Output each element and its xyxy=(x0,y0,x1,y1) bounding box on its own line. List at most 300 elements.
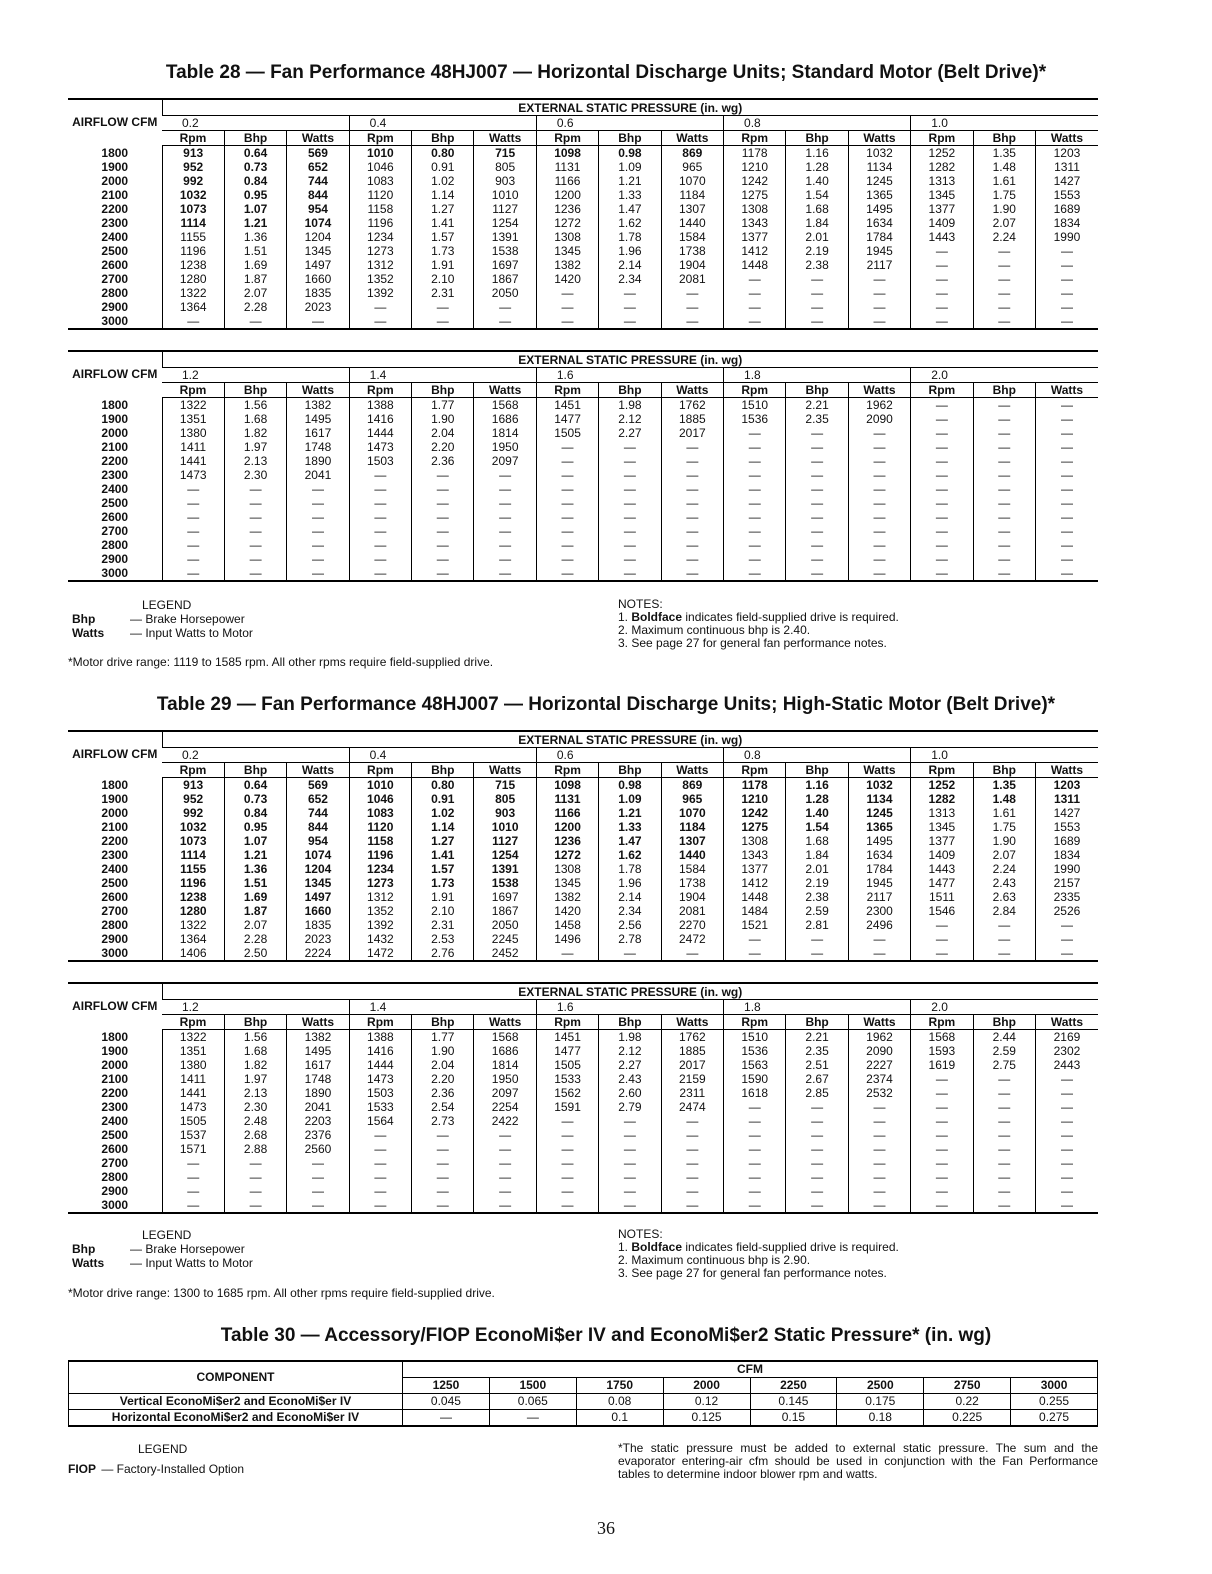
value-cell: — xyxy=(911,1184,973,1198)
value-cell: 1962 xyxy=(848,1030,910,1045)
value-cell: 1380 xyxy=(162,1058,224,1072)
value-cell: — xyxy=(1035,1156,1098,1170)
column-header: Bhp xyxy=(412,383,474,398)
value-cell: — xyxy=(911,1142,973,1156)
value-cell: — xyxy=(973,918,1035,932)
value-cell: — xyxy=(786,314,848,329)
value-cell: 1.75 xyxy=(973,820,1035,834)
value-cell: — xyxy=(474,1198,536,1213)
column-header: Bhp xyxy=(412,763,474,778)
value-cell: 1.51 xyxy=(224,876,286,890)
value-cell: — xyxy=(349,1170,411,1184)
value-cell: — xyxy=(536,1156,598,1170)
column-header: Bhp xyxy=(599,763,661,778)
value-cell: 1307 xyxy=(661,202,723,216)
value-cell: 0.255 xyxy=(1011,1394,1098,1410)
value-cell: — xyxy=(162,1198,224,1213)
value-cell: — xyxy=(973,300,1035,314)
table-row xyxy=(68,918,1098,932)
cfm-cell: 2200 xyxy=(101,834,129,848)
table-row xyxy=(68,258,1098,272)
value-cell: — xyxy=(536,468,598,482)
value-cell: 2.34 xyxy=(599,904,661,918)
value-cell: — xyxy=(536,300,598,314)
value-cell: 1.09 xyxy=(599,792,661,806)
value-cell: — xyxy=(599,1114,661,1128)
value-cell: — xyxy=(911,244,973,258)
value-cell: — xyxy=(911,482,973,496)
value-cell: — xyxy=(973,566,1035,581)
value-cell: 2.68 xyxy=(224,1128,286,1142)
column-header: Bhp xyxy=(599,1015,661,1030)
value-cell: 1.82 xyxy=(224,426,286,440)
value-cell: 2335 xyxy=(1035,890,1098,904)
value-cell: — xyxy=(287,524,349,538)
value-cell: 1441 xyxy=(162,1086,224,1100)
value-cell: 1584 xyxy=(661,230,723,244)
value-cell: — xyxy=(661,1128,723,1142)
value-cell: — xyxy=(973,524,1035,538)
value-cell: 1388 xyxy=(349,1030,411,1045)
cfm-cell: 2000 xyxy=(101,426,129,440)
value-cell: 1.27 xyxy=(412,834,474,848)
value-cell: 1.84 xyxy=(786,848,848,862)
value-cell: — xyxy=(287,314,349,329)
value-cell: — xyxy=(848,524,910,538)
table-30-legend: LEGEND FIOP — Factory-Installed Option xyxy=(68,1442,245,1476)
value-cell: 913 xyxy=(162,778,224,793)
value-cell: 1280 xyxy=(162,904,224,918)
value-cell: 1416 xyxy=(349,1044,411,1058)
value-cell: 1351 xyxy=(162,412,224,426)
value-cell: 1584 xyxy=(661,862,723,876)
table-row xyxy=(68,272,1098,286)
table-row xyxy=(68,820,1098,834)
value-cell: 2.13 xyxy=(224,1086,286,1100)
value-cell: 1313 xyxy=(911,806,973,820)
value-cell: — xyxy=(786,552,848,566)
cfm-cell: 2300 xyxy=(101,468,129,482)
value-cell: 1322 xyxy=(162,286,224,300)
value-cell: 1618 xyxy=(724,1086,786,1100)
value-cell: — xyxy=(412,538,474,552)
value-cell: 2474 xyxy=(661,1100,723,1114)
value-cell: 2.81 xyxy=(786,918,848,932)
value-cell: — xyxy=(489,1410,576,1427)
value-cell: 2.35 xyxy=(786,1044,848,1058)
value-cell: 1236 xyxy=(536,202,598,216)
value-cell: 1.14 xyxy=(412,820,474,834)
value-cell: 1.48 xyxy=(973,160,1035,174)
table-row xyxy=(68,862,1098,876)
value-cell: — xyxy=(786,1170,848,1184)
value-cell: 2270 xyxy=(661,918,723,932)
value-cell: 1131 xyxy=(536,792,598,806)
value-cell: — xyxy=(536,510,598,524)
value-cell: — xyxy=(162,566,224,581)
value-cell: 1420 xyxy=(536,904,598,918)
table-row xyxy=(68,286,1098,300)
value-cell: — xyxy=(661,440,723,454)
cfm-cell: 2300 xyxy=(101,216,129,230)
value-cell: 869 xyxy=(661,146,723,161)
cfm-cell: 1800 xyxy=(101,397,129,412)
column-header: Rpm xyxy=(724,383,786,398)
column-header: Rpm xyxy=(349,763,411,778)
value-cell: 1155 xyxy=(162,230,224,244)
pressure-header: 2.0 xyxy=(911,368,1098,383)
value-cell: 1784 xyxy=(848,862,910,876)
value-cell: — xyxy=(412,1170,474,1184)
component-header: COMPONENT xyxy=(69,1361,403,1394)
value-cell: 1.78 xyxy=(599,230,661,244)
value-cell: 2.79 xyxy=(599,1100,661,1114)
value-cell: — xyxy=(973,946,1035,961)
value-cell: — xyxy=(786,286,848,300)
value-cell: — xyxy=(599,566,661,581)
column-header: Bhp xyxy=(973,131,1035,146)
cfm-cell: 2600 xyxy=(101,890,129,904)
value-cell: — xyxy=(724,454,786,468)
value-cell: — xyxy=(536,496,598,510)
value-cell: — xyxy=(224,1198,286,1213)
value-cell: 2.27 xyxy=(599,426,661,440)
column-header: Watts xyxy=(474,131,536,146)
value-cell: — xyxy=(1035,300,1098,314)
value-cell: — xyxy=(412,1184,474,1198)
table-row xyxy=(68,496,1098,510)
value-cell: 2.56 xyxy=(599,918,661,932)
value-cell: 1867 xyxy=(474,272,536,286)
value-cell: — xyxy=(287,552,349,566)
pressure-header: 0.6 xyxy=(536,748,723,763)
value-cell: — xyxy=(224,1184,286,1198)
value-cell: 1.35 xyxy=(973,146,1035,161)
value-cell: 1950 xyxy=(474,1072,536,1086)
value-cell: 1178 xyxy=(724,146,786,161)
value-cell: 1748 xyxy=(287,1072,349,1086)
value-cell: 1.84 xyxy=(786,216,848,230)
value-cell: 0.84 xyxy=(224,174,286,188)
column-header: Watts xyxy=(848,763,910,778)
cfm-cell: 2200 xyxy=(101,202,129,216)
value-cell: 1416 xyxy=(349,412,411,426)
value-cell: 2.43 xyxy=(973,876,1035,890)
column-header: Rpm xyxy=(349,383,411,398)
value-cell: — xyxy=(848,566,910,581)
cfm-cell: 2300 xyxy=(101,1100,129,1114)
value-cell: 1032 xyxy=(848,778,910,793)
value-cell: — xyxy=(848,1184,910,1198)
value-cell: 2117 xyxy=(848,890,910,904)
value-cell: 1.68 xyxy=(786,834,848,848)
column-header: Watts xyxy=(848,131,910,146)
value-cell: 1497 xyxy=(287,890,349,904)
value-cell: 2097 xyxy=(474,454,536,468)
value-cell: — xyxy=(973,496,1035,510)
value-cell: — xyxy=(474,468,536,482)
pressure-header: 1.0 xyxy=(911,116,1098,131)
table-row xyxy=(68,538,1098,552)
value-cell: 569 xyxy=(287,146,349,161)
value-cell: 2.07 xyxy=(224,286,286,300)
value-cell: 2302 xyxy=(1035,1044,1098,1058)
table-row xyxy=(68,946,1098,961)
cfm-cell: 1800 xyxy=(101,777,129,792)
value-cell: — xyxy=(349,552,411,566)
value-cell: 1945 xyxy=(848,876,910,890)
value-cell: — xyxy=(911,258,973,272)
value-cell: 1311 xyxy=(1035,792,1098,806)
value-cell: — xyxy=(911,538,973,552)
value-cell: — xyxy=(973,1142,1035,1156)
value-cell: — xyxy=(786,496,848,510)
value-cell: — xyxy=(724,314,786,329)
value-cell: — xyxy=(287,566,349,581)
value-cell: 844 xyxy=(287,188,349,202)
value-cell: 0.145 xyxy=(750,1394,837,1410)
value-cell: 1308 xyxy=(536,230,598,244)
value-cell: 2.75 xyxy=(973,1058,1035,1072)
value-cell: — xyxy=(474,1156,536,1170)
value-cell: 1904 xyxy=(661,890,723,904)
value-cell: 1345 xyxy=(287,876,349,890)
value-cell: 992 xyxy=(162,174,224,188)
value-cell: 1.51 xyxy=(224,244,286,258)
value-cell: 1440 xyxy=(661,216,723,230)
value-cell: 1.69 xyxy=(224,890,286,904)
cfm-cell: 1800 xyxy=(101,1029,129,1044)
value-cell: 1634 xyxy=(848,848,910,862)
value-cell: 1166 xyxy=(536,806,598,820)
value-cell: — xyxy=(911,412,973,426)
column-header: Bhp xyxy=(224,383,286,398)
value-cell: 1564 xyxy=(349,1114,411,1128)
value-cell: 2017 xyxy=(661,1058,723,1072)
value-cell: — xyxy=(474,1184,536,1198)
value-cell: 1351 xyxy=(162,1044,224,1058)
value-cell: 1210 xyxy=(724,792,786,806)
column-header: Bhp xyxy=(973,383,1035,398)
value-cell: — xyxy=(349,1184,411,1198)
value-cell: — xyxy=(661,1114,723,1128)
value-cell: — xyxy=(848,272,910,286)
value-cell: — xyxy=(1035,1072,1098,1086)
value-cell: — xyxy=(1035,1128,1098,1142)
value-cell: 2374 xyxy=(848,1072,910,1086)
value-cell: 2.73 xyxy=(412,1114,474,1128)
cfm-cell: 2300 xyxy=(101,848,129,862)
value-cell: 2.28 xyxy=(224,932,286,946)
cfm-cell: 2200 xyxy=(101,1086,129,1100)
value-cell: — xyxy=(412,314,474,329)
value-cell: 1458 xyxy=(536,918,598,932)
value-cell: — xyxy=(536,440,598,454)
column-header: Watts xyxy=(661,1015,723,1030)
value-cell: — xyxy=(1035,1086,1098,1100)
value-cell: 1697 xyxy=(474,258,536,272)
value-cell: 1307 xyxy=(661,834,723,848)
value-cell: 1120 xyxy=(349,188,411,202)
esp-header: EXTERNAL STATIC PRESSURE (in. wg) xyxy=(162,983,1098,1000)
value-cell: 1196 xyxy=(162,876,224,890)
value-cell: 1032 xyxy=(162,820,224,834)
value-cell: 1.48 xyxy=(973,792,1035,806)
table-row xyxy=(68,1030,1098,1045)
value-cell: 952 xyxy=(162,792,224,806)
value-cell: 2.31 xyxy=(412,286,474,300)
value-cell: 1313 xyxy=(911,174,973,188)
value-cell: 1477 xyxy=(536,1044,598,1058)
value-cell: 1098 xyxy=(536,146,598,161)
value-cell: 1.21 xyxy=(224,216,286,230)
value-cell: — xyxy=(474,566,536,581)
value-cell: 652 xyxy=(287,160,349,174)
value-cell: 2.59 xyxy=(786,904,848,918)
value-cell: 2.59 xyxy=(973,1044,1035,1058)
value-cell: 1448 xyxy=(724,890,786,904)
value-cell: 1.41 xyxy=(412,848,474,862)
value-cell: 0.175 xyxy=(837,1394,924,1410)
value-cell: 1762 xyxy=(661,398,723,413)
value-cell: 1473 xyxy=(349,440,411,454)
value-cell: 1345 xyxy=(536,876,598,890)
value-cell: — xyxy=(786,300,848,314)
value-cell: 1634 xyxy=(848,216,910,230)
value-cell: 1510 xyxy=(724,1030,786,1045)
cfm-cell: 2100 xyxy=(101,440,129,454)
value-cell: — xyxy=(724,468,786,482)
value-cell: 1950 xyxy=(474,440,536,454)
table-29-notes: NOTES: 1. Boldface indicates field-supplied drive is required. 2. Maximum continuous bhp is 2.90. 3. See page 27 for general fan performance notes. xyxy=(618,1227,899,1280)
value-cell: 1273 xyxy=(349,876,411,890)
column-header: Rpm xyxy=(536,131,598,146)
value-cell: 1184 xyxy=(661,188,723,202)
value-cell: 2.27 xyxy=(599,1058,661,1072)
value-cell: 1.96 xyxy=(599,244,661,258)
value-cell: 1345 xyxy=(536,244,598,258)
pressure-header: 1.6 xyxy=(536,368,723,383)
value-cell: 1738 xyxy=(661,876,723,890)
value-cell: 2.44 xyxy=(973,1030,1035,1045)
value-cell: 2.51 xyxy=(786,1058,848,1072)
value-cell: 2.78 xyxy=(599,932,661,946)
value-cell: — xyxy=(911,1114,973,1128)
value-cell: 1252 xyxy=(911,146,973,161)
value-cell: 1238 xyxy=(162,258,224,272)
value-cell: 1073 xyxy=(162,202,224,216)
value-cell: — xyxy=(724,1184,786,1198)
value-cell: 1.78 xyxy=(599,862,661,876)
value-cell: 869 xyxy=(661,778,723,793)
cfm-cell: 3000 xyxy=(68,314,162,329)
cfm-value-header: 2000 xyxy=(663,1378,750,1394)
value-cell: 2452 xyxy=(474,946,536,961)
value-cell: 1114 xyxy=(162,216,224,230)
value-cell: — xyxy=(412,1128,474,1142)
page-number: 36 xyxy=(597,1518,615,1538)
value-cell: — xyxy=(661,482,723,496)
table-29-block-2 xyxy=(68,982,1098,1214)
value-cell: 2041 xyxy=(287,468,349,482)
value-cell: — xyxy=(474,538,536,552)
value-cell: — xyxy=(474,482,536,496)
value-cell: 1311 xyxy=(1035,160,1098,174)
value-cell: — xyxy=(724,272,786,286)
value-cell: 2.50 xyxy=(224,946,286,961)
value-cell: — xyxy=(474,1128,536,1142)
esp-header: EXTERNAL STATIC PRESSURE (in. wg) xyxy=(162,351,1098,368)
value-cell: 1382 xyxy=(287,398,349,413)
value-cell: — xyxy=(1035,258,1098,272)
value-cell: — xyxy=(349,510,411,524)
table-row xyxy=(68,454,1098,468)
value-cell: 1010 xyxy=(349,778,411,793)
value-cell: 1196 xyxy=(349,216,411,230)
value-cell: 1511 xyxy=(911,890,973,904)
value-cell: 1127 xyxy=(474,834,536,848)
value-cell: 1505 xyxy=(536,1058,598,1072)
value-cell: — xyxy=(661,496,723,510)
value-cell: — xyxy=(786,1156,848,1170)
value-cell: — xyxy=(973,1198,1035,1213)
value-cell: 1275 xyxy=(724,188,786,202)
value-cell: 1.21 xyxy=(599,174,661,188)
value-cell: 1477 xyxy=(911,876,973,890)
value-cell: — xyxy=(661,314,723,329)
value-cell: 2159 xyxy=(661,1072,723,1086)
cfm-cell: 2100 xyxy=(101,820,129,834)
value-cell: — xyxy=(536,1170,598,1184)
value-cell: — xyxy=(599,552,661,566)
value-cell: — xyxy=(162,510,224,524)
value-cell: 1308 xyxy=(536,862,598,876)
value-cell: 2472 xyxy=(661,932,723,946)
value-cell: 1238 xyxy=(162,890,224,904)
value-cell: 1571 xyxy=(162,1142,224,1156)
column-header: Bhp xyxy=(224,131,286,146)
value-cell: — xyxy=(599,1198,661,1213)
pressure-header: 0.6 xyxy=(536,116,723,131)
value-cell: 1204 xyxy=(287,862,349,876)
cfm-cell: 2500 xyxy=(101,876,129,890)
value-cell: — xyxy=(162,314,224,329)
value-cell: — xyxy=(224,496,286,510)
table-row xyxy=(68,300,1098,314)
pressure-header: 1.0 xyxy=(911,748,1098,763)
value-cell: 1272 xyxy=(536,216,598,230)
value-cell: 1282 xyxy=(911,792,973,806)
value-cell: 1.91 xyxy=(412,890,474,904)
value-cell: — xyxy=(1035,946,1098,961)
value-cell: 1282 xyxy=(911,160,973,174)
column-header: Bhp xyxy=(599,383,661,398)
value-cell: 2023 xyxy=(287,932,349,946)
value-cell: 744 xyxy=(287,806,349,820)
value-cell: — xyxy=(786,1198,848,1213)
table-row xyxy=(68,524,1098,538)
value-cell: — xyxy=(412,1198,474,1213)
value-cell: — xyxy=(973,454,1035,468)
value-cell: — xyxy=(349,314,411,329)
value-cell: 0.98 xyxy=(599,146,661,161)
value-cell: 1.07 xyxy=(224,834,286,848)
value-cell: — xyxy=(848,1156,910,1170)
value-cell: — xyxy=(911,496,973,510)
value-cell: 1.02 xyxy=(412,174,474,188)
value-cell: 1689 xyxy=(1035,202,1098,216)
table-row xyxy=(68,1100,1098,1114)
